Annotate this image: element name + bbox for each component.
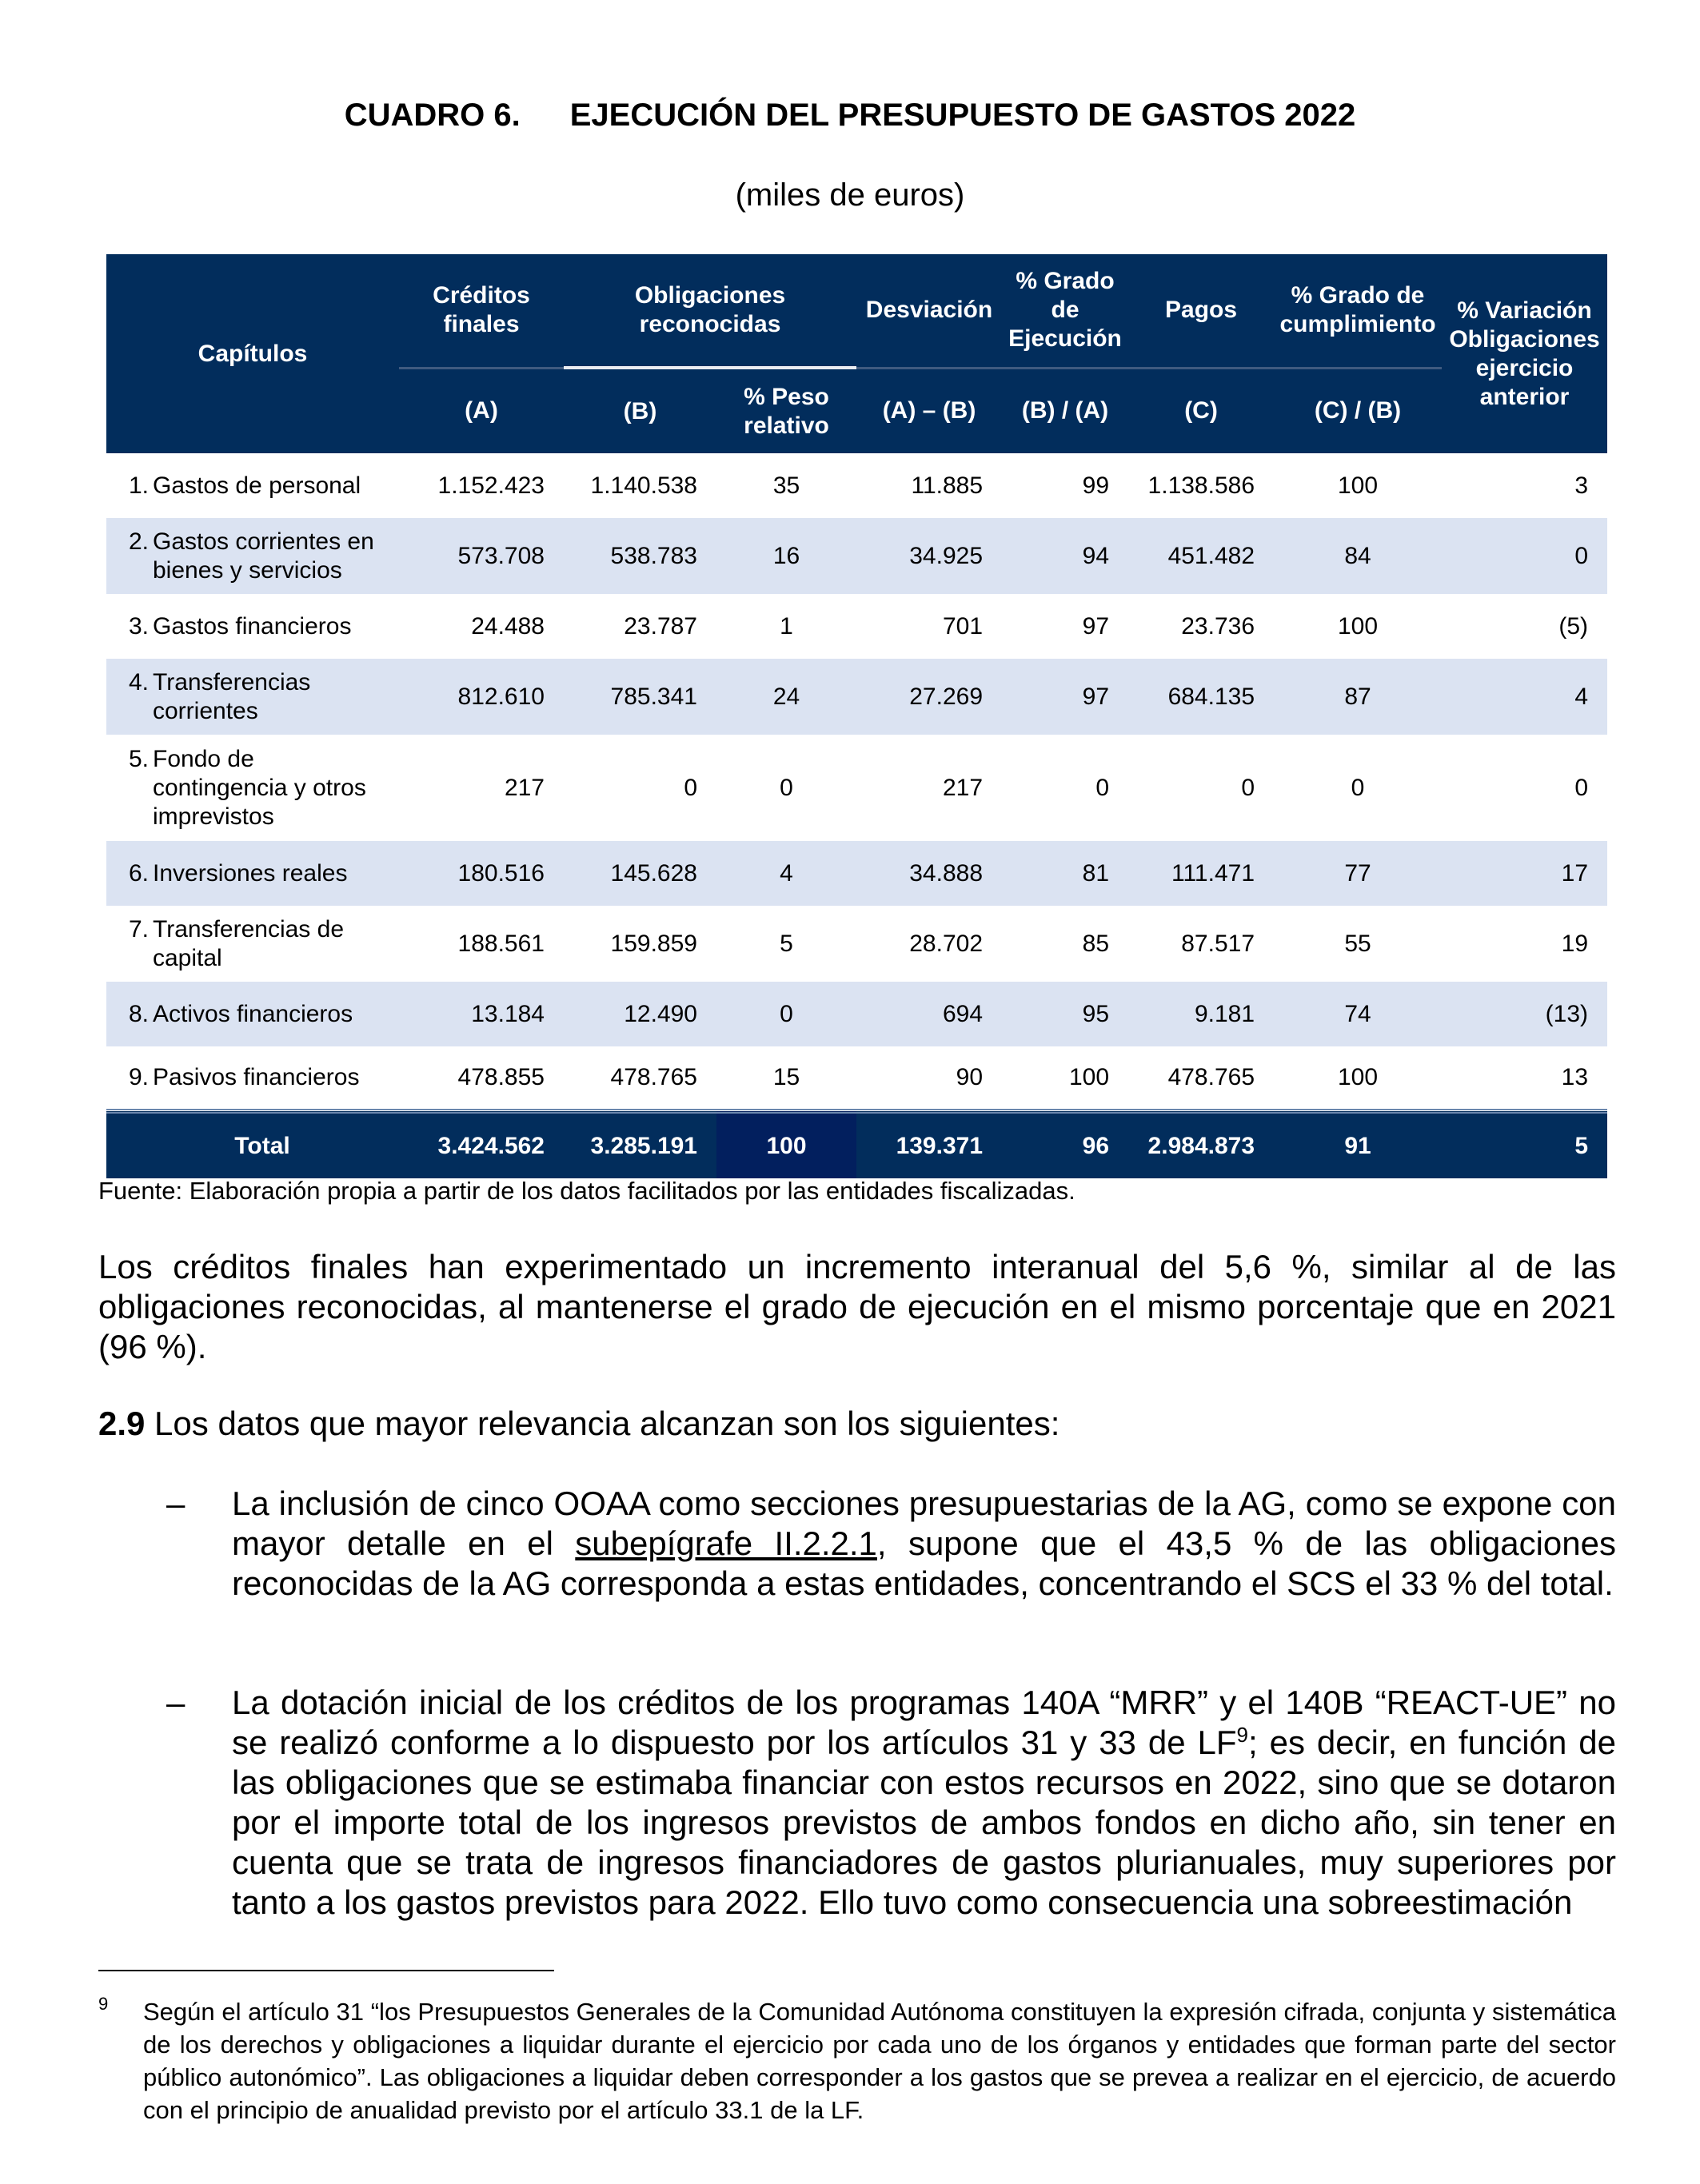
table-number: CUADRO 6. — [344, 98, 521, 133]
cell-grado-ejecucion: 100 — [1068, 1064, 1110, 1090]
chapter-label: Gastos de personal — [153, 472, 361, 499]
total-row — [106, 1111, 1607, 1178]
footnote-ref[interactable]: 9 — [1236, 1723, 1249, 1747]
cell-desviacion: 27.269 — [856, 659, 1002, 735]
cell-desviacion: 694 — [856, 982, 1002, 1046]
cell-variacion: 0 — [1442, 518, 1607, 594]
cell-total-peso: 100 — [716, 1111, 856, 1178]
cell-variacion: (13) — [1442, 982, 1607, 1046]
table-row — [106, 518, 1607, 594]
cell-peso: 35 — [772, 472, 800, 499]
chapter-number: 5. — [129, 745, 150, 772]
cell-peso: 1 — [780, 612, 793, 640]
cell-pagos: 9.181 — [1128, 982, 1274, 1046]
table-row — [106, 453, 1607, 518]
chapter-label: Pasivos financieros — [153, 1064, 360, 1090]
header-variacion: % Variación Obligaciones ejercicio anterior — [1442, 254, 1607, 453]
chapter-label: Inversiones reales — [153, 859, 348, 887]
table-row — [106, 906, 1607, 982]
cell-desviacion: 90 — [956, 1064, 984, 1090]
chapter-number: 3. — [129, 612, 150, 640]
cell-peso: 24 — [716, 659, 856, 735]
cell-grado-cumplimiento: 55 — [1344, 930, 1371, 957]
footnote-text: Según el artículo 31 “los Presupuestos Generales de la Comunidad Autónoma constituyen la expresión cifrada, conjunta y sistemática de los derechos y obligaciones a liquidar durante el ejercicio por cada uno de los órganos y entidades que forman parte del sector público autonómico”. Las obligaciones a liquidar deben corresponder a los gastos que se prevea a realizar en el ejercicio, de acuerdo con el principio de anualidad previsto por el artículo 33.1 de la LF. — [143, 1998, 1616, 2124]
header-b: (B) — [564, 368, 716, 453]
header-b-a: (B) / (A) — [1002, 368, 1128, 453]
cell-creditos: 24.488 — [471, 612, 545, 640]
chapter-label-cont: bienes y servicios — [153, 556, 342, 584]
header-c-b: (C) / (B) — [1274, 368, 1442, 453]
table-row — [106, 982, 1607, 1046]
header-grado-cumplimiento: % Grado de cumplimiento — [1274, 254, 1442, 368]
cell-desviacion: 217 — [942, 774, 984, 801]
chapter-label-cont: capital — [153, 944, 222, 971]
cell-grado-ejecucion: 99 — [1082, 472, 1110, 499]
cell-grado-ejecucion: 94 — [1002, 518, 1128, 594]
cell-variacion: 13 — [1561, 1064, 1589, 1090]
header-a: (A) — [399, 368, 564, 453]
cell-variacion: 4 — [1442, 659, 1607, 735]
table-row — [106, 1046, 1607, 1111]
cell-creditos: 217 — [504, 774, 545, 801]
cell-creditos: 1.152.423 — [437, 472, 545, 499]
cell-capitulo — [106, 453, 399, 518]
cell-grado-ejecucion: 95 — [1002, 982, 1128, 1046]
header-obligaciones: Obligaciones reconocidas — [564, 254, 856, 368]
cell-peso: 0 — [780, 774, 793, 801]
cell-obligaciones: 538.783 — [564, 518, 716, 594]
paragraph-creditos: Los créditos finales han experimentado un incremento interanual del 5,6 %, similar al de las obligaciones reconocidas, al mantenerse el grado de ejecución en el mismo porcentaje que en 2021 (96 %). — [98, 1248, 1616, 1365]
cell-pagos: 684.135 — [1128, 659, 1274, 735]
chapter-label-cont: corrientes — [153, 697, 258, 724]
cell-obligaciones: 1.140.538 — [590, 472, 697, 499]
cell-peso: 5 — [780, 930, 793, 957]
bullet-dash: – — [166, 1684, 186, 1721]
chapter-number: 8. — [129, 1000, 150, 1027]
chapter-label: Transferencias de — [153, 915, 345, 943]
cell-grado-cumplimiento: 77 — [1274, 841, 1442, 906]
cell-variacion: 3 — [1574, 472, 1589, 499]
cell-total-grado-ejecucion: 96 — [1002, 1111, 1128, 1178]
cell-obligaciones: 23.787 — [624, 612, 697, 640]
cell-peso: 15 — [772, 1064, 800, 1090]
cell-desviacion: 34.888 — [856, 841, 1002, 906]
cell-desviacion: 11.885 — [911, 472, 984, 499]
cell-variacion: (5) — [1558, 612, 1589, 640]
cell-total-creditos: 3.424.562 — [399, 1111, 564, 1178]
table-subtitle: (miles de euros) — [735, 177, 965, 213]
source-note: Fuente: Elaboración propia a partir de los datos facilitados por las entidades fiscalizadas. — [98, 1177, 1075, 1205]
section-2-9 — [98, 1404, 1616, 1444]
cell-variacion: 19 — [1561, 930, 1589, 957]
cell-creditos: 188.561 — [457, 930, 545, 957]
cell-obligaciones: 145.628 — [564, 841, 716, 906]
chapter-label-cont: contingencia y otros imprevistos — [153, 774, 366, 830]
cell-capitulo — [106, 841, 399, 906]
chapter-label: Fondo de — [153, 745, 254, 772]
cell-capitulo — [106, 982, 399, 1046]
header-c: (C) — [1128, 368, 1274, 453]
bullet-ooaa — [232, 1484, 1616, 1604]
cell-desviacion: 701 — [942, 612, 984, 640]
cell-grado-ejecucion: 97 — [1002, 659, 1128, 735]
header-capitulos: Capítulos — [106, 254, 399, 453]
chapter-label: Transferencias — [153, 668, 311, 695]
cell-capitulo — [106, 518, 399, 594]
cell-grado-ejecucion: 81 — [1002, 841, 1128, 906]
cell-obligaciones: 478.765 — [610, 1064, 697, 1090]
bullet-text: La inclusión de cinco OOAA como secciones presupuestarias de la AG, como se expone con mayor detalle en el — [232, 1485, 1616, 1562]
header-pagos: Pagos — [1128, 254, 1274, 368]
cell-capitulo — [106, 594, 399, 659]
cell-grado-cumplimiento: 87 — [1274, 659, 1442, 735]
cell-pagos: 23.736 — [1181, 612, 1255, 640]
cell-grado-ejecucion: 0 — [1095, 774, 1110, 801]
cell-pagos: 87.517 — [1181, 930, 1255, 957]
chapter-label: Gastos corrientes en — [153, 528, 374, 555]
cell-total-pagos: 2.984.873 — [1128, 1111, 1274, 1178]
cell-creditos: 13.184 — [399, 982, 564, 1046]
cell-creditos: 478.855 — [457, 1064, 545, 1090]
cell-peso: 0 — [716, 982, 856, 1046]
cell-grado-cumplimiento: 100 — [1337, 472, 1379, 499]
table-row — [106, 594, 1607, 659]
cell-capitulo — [106, 1046, 399, 1111]
header-peso: % Peso relativo — [716, 368, 856, 453]
footnote-number: 9 — [98, 1994, 109, 2014]
table-row — [106, 841, 1607, 906]
cell-grado-ejecucion: 85 — [1082, 930, 1110, 957]
cell-grado-cumplimiento: 84 — [1274, 518, 1442, 594]
cell-total-label: Total — [106, 1111, 399, 1178]
chapter-label: Gastos financieros — [153, 612, 352, 640]
chapter-number: 4. — [129, 668, 150, 695]
table-title-text: EJECUCIÓN DEL PRESUPUESTO DE GASTOS 2022 — [569, 98, 1356, 133]
header-desviacion: Desviación — [856, 254, 1002, 368]
cell-pagos: 0 — [1241, 774, 1255, 801]
table-title — [0, 98, 1700, 134]
subepigrafe-link[interactable]: subepígrafe II.2.2.1 — [575, 1524, 877, 1562]
header-a-b: (A) – (B) — [856, 368, 1002, 453]
cell-grado-cumplimiento: 100 — [1337, 1064, 1379, 1090]
bullet-text: ; es decir, en función de las obligaciones que se estimaba financiar con estos recursos en 2022, sino que se dotaron por el importe total de los ingresos previstos de ambos fondos en dicho año, sin tener en cuenta que se trata de ingresos financiadores de gastos plurianuales, muy superiores por tanto a los gastos previstos para 2022. Ello tuvo como consecuencia una sobreestimación — [232, 1724, 1617, 1921]
cell-pagos: 1.138.586 — [1147, 472, 1255, 499]
cell-capitulo — [106, 659, 399, 735]
cell-pagos: 451.482 — [1128, 518, 1274, 594]
chapter-number: 9. — [129, 1064, 150, 1090]
cell-total-desviacion: 139.371 — [856, 1111, 1002, 1178]
cell-capitulo — [106, 735, 399, 841]
cell-desviacion: 28.702 — [909, 930, 984, 957]
cell-pagos: 111.471 — [1128, 841, 1274, 906]
cell-variacion: 17 — [1442, 841, 1607, 906]
chapter-number: 2. — [129, 528, 150, 555]
cell-pagos: 478.765 — [1167, 1064, 1255, 1090]
cell-creditos: 180.516 — [399, 841, 564, 906]
chapter-number: 1. — [129, 472, 150, 499]
cell-desviacion: 34.925 — [856, 518, 1002, 594]
cell-creditos: 573.708 — [399, 518, 564, 594]
cell-total-grado-cumplimiento: 91 — [1274, 1111, 1442, 1178]
header-grado-ejecucion: % Grado de Ejecución — [1002, 254, 1128, 368]
bullet-text: , supone que el 43,5 % de las obligaciones reconocidas de la AG corresponda a estas entidades, concentrando el SCS el 33 % del total. — [232, 1524, 1617, 1602]
cell-obligaciones: 0 — [684, 774, 697, 801]
cell-peso: 4 — [716, 841, 856, 906]
chapter-number: 7. — [129, 915, 150, 943]
cell-creditos: 812.610 — [399, 659, 564, 735]
bullet-text: La dotación inicial de los créditos de los programas 140A “MRR” y el 140B “REACT-UE” no se realizó conforme a lo dispuesto por los artículos 31 y 33 de LF — [232, 1684, 1616, 1761]
table-row — [106, 735, 1607, 841]
cell-obligaciones: 12.490 — [564, 982, 716, 1046]
budget-execution-table — [106, 254, 1607, 1178]
cell-grado-cumplimiento: 74 — [1274, 982, 1442, 1046]
cell-grado-cumplimiento: 100 — [1337, 612, 1379, 640]
table-row — [106, 659, 1607, 735]
cell-peso: 16 — [716, 518, 856, 594]
cell-grado-ejecucion: 97 — [1082, 612, 1110, 640]
bullet-dash: – — [166, 1485, 186, 1522]
header-creditos: Créditos finales — [399, 254, 564, 368]
chapter-label: Activos financieros — [153, 1000, 353, 1027]
bullet-programas — [232, 1683, 1616, 1923]
section-text: Los datos que mayor relevancia alcanzan son los siguientes: — [145, 1405, 1060, 1442]
cell-total-variacion: 5 — [1442, 1111, 1607, 1178]
cell-total-obligaciones: 3.285.191 — [564, 1111, 716, 1178]
cell-obligaciones: 159.859 — [610, 930, 697, 957]
section-number: 2.9 — [98, 1405, 146, 1442]
cell-variacion: 0 — [1574, 774, 1589, 801]
cell-capitulo — [106, 906, 399, 982]
cell-grado-cumplimiento: 0 — [1351, 774, 1365, 801]
chapter-number: 6. — [129, 859, 150, 887]
cell-obligaciones: 785.341 — [564, 659, 716, 735]
footnote-divider — [98, 1970, 554, 1971]
